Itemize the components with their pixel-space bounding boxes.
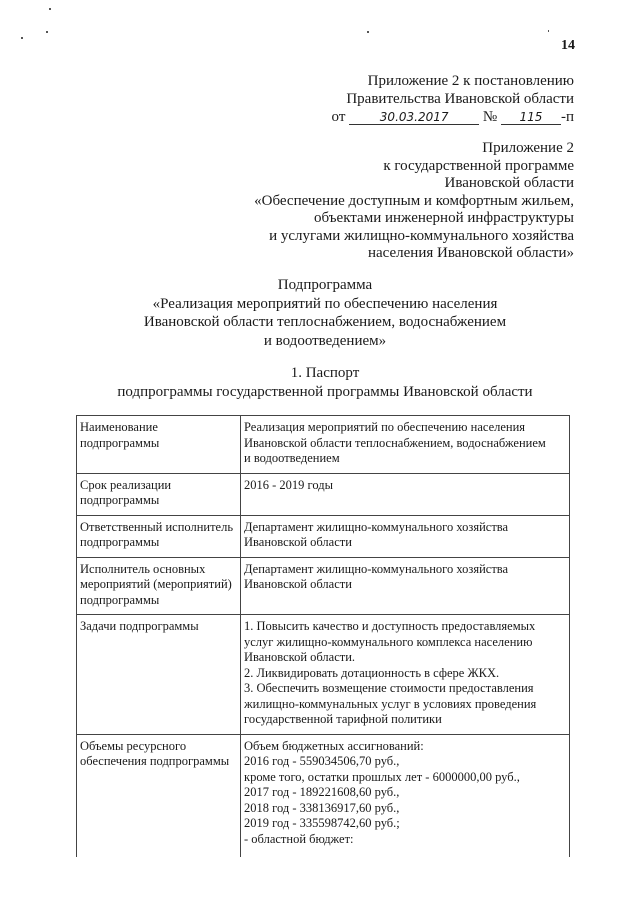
label-line: Объемы ресурсного: [80, 738, 187, 753]
subprogram-title: [100, 276, 550, 350]
number-prefix: №: [482, 109, 498, 125]
table-row: [77, 416, 570, 474]
value-line: Ивановской области: [244, 535, 352, 549]
scan-artifact: [367, 31, 369, 33]
table-row: [77, 734, 570, 857]
appendix-line: населения Ивановской области»: [367, 245, 574, 261]
row-value: [241, 473, 570, 515]
label-line: Срок реализации: [80, 477, 172, 492]
value-line: Объем бюджетных ассигнований:: [244, 738, 424, 753]
page-number: 14: [561, 38, 575, 53]
row-label: [77, 515, 241, 557]
row-label: [77, 734, 241, 857]
number-suffix: -п: [560, 109, 574, 125]
subprogram-line: и водоотведением»: [263, 332, 387, 349]
appendix-line: и услугами жилищно-коммунального хозяйства: [269, 227, 574, 244]
table-row: [77, 615, 570, 735]
value-line: и водоотведением: [244, 451, 340, 465]
row-value: [241, 734, 570, 857]
label-line: Исполнитель основных: [80, 561, 206, 576]
value-line: 2016 - 2019 годы: [244, 477, 334, 492]
passport-title: [80, 364, 570, 401]
passport-table: [76, 415, 570, 857]
label-line: обеспечения подпрограммы: [80, 754, 230, 768]
value-line: Ивановской области: [244, 577, 352, 591]
appendix-line: объектами инженерной инфраструктуры: [314, 210, 574, 226]
table-row: [77, 473, 570, 515]
row-label: [77, 557, 241, 615]
value-line: 2018 год - 338136917,60 руб.,: [244, 800, 400, 815]
value-line: 2019 год - 335598742,60 руб.;: [244, 816, 400, 830]
date-prefix: от: [331, 109, 346, 125]
scan-artifact: [548, 30, 549, 32]
approval-line-2: Правительства Ивановской области: [346, 91, 574, 107]
subprogram-line: «Реализация мероприятий по обеспечению населения: [152, 295, 498, 312]
value-line: государственной тарифной политики: [244, 712, 442, 726]
label-line: подпрограммы: [80, 435, 160, 450]
value-line: Реализация мероприятий по обеспечению населения: [244, 420, 526, 434]
row-value: [241, 515, 570, 557]
scan-artifact: [46, 31, 48, 33]
subprogram-line: Подпрограмма: [277, 277, 373, 293]
table-row: [77, 515, 570, 557]
value-line: Ивановской области теплоснабжением, водоснабжением: [244, 435, 546, 450]
value-line: 1. Повысить качество и доступность предоставляемых: [244, 619, 536, 633]
value-line: Ивановской области.: [244, 650, 356, 664]
value-line: жилищно-коммунальных услуг в условиях проведения: [244, 696, 537, 711]
value-line: - областной бюджет:: [244, 831, 354, 846]
appendix-line: Ивановской области: [444, 175, 574, 191]
subprogram-line: Ивановской области теплоснабжением, водоснабжением: [143, 314, 507, 330]
passport-subheading: подпрограммы государственной программы Ивановской области: [117, 383, 533, 400]
row-value: [241, 557, 570, 615]
value-line: 2016 год - 559034506,70 руб.,: [244, 754, 400, 768]
label-line: подпрограммы: [80, 493, 160, 507]
appendix-heading: [174, 140, 574, 263]
value-line: Департамент жилищно-коммунального хозяйства: [244, 561, 509, 576]
value-line: 3. Обеспечить возмещение стоимости предоставления: [244, 681, 534, 695]
value-line: 2017 год - 189221608,60 руб.,: [244, 785, 400, 799]
table-row: [77, 557, 570, 615]
label-line: Задачи подпрограммы: [80, 619, 199, 633]
label-line: подпрограммы: [80, 535, 160, 549]
row-label: [77, 416, 241, 474]
appendix-line: к государственной программе: [383, 157, 574, 174]
approval-date-line: [254, 108, 574, 126]
appendix-line: «Обеспечение доступным и комфортным жильем,: [254, 192, 574, 209]
value-line: кроме того, остатки прошлых лет - 6000000,00 руб.,: [244, 769, 520, 784]
label-line: Ответственный исполнитель: [80, 519, 234, 534]
scan-artifact: [49, 8, 51, 10]
row-value: [241, 615, 570, 735]
handwritten-date: 30.03.2017: [349, 110, 479, 125]
approval-line-1: Приложение 2 к постановлению: [367, 73, 574, 89]
row-value: [241, 416, 570, 474]
appendix-line: Приложение 2: [482, 140, 574, 156]
label-line: мероприятий (мероприятий): [80, 577, 232, 591]
passport-heading: 1. Паспорт: [290, 365, 360, 381]
row-label: [77, 615, 241, 735]
label-line: подпрограммы: [80, 592, 160, 607]
value-line: услуг жилищно-коммунального комплекса населению: [244, 634, 533, 649]
value-line: 2. Ликвидировать дотационность в сфере ЖКХ.: [244, 665, 500, 680]
handwritten-number: 115: [501, 110, 561, 125]
label-line: Наименование: [80, 420, 158, 434]
row-label: [77, 473, 241, 515]
approval-reference: [254, 72, 574, 126]
value-line: Департамент жилищно-коммунального хозяйства: [244, 519, 509, 534]
scan-artifact: [21, 37, 23, 39]
